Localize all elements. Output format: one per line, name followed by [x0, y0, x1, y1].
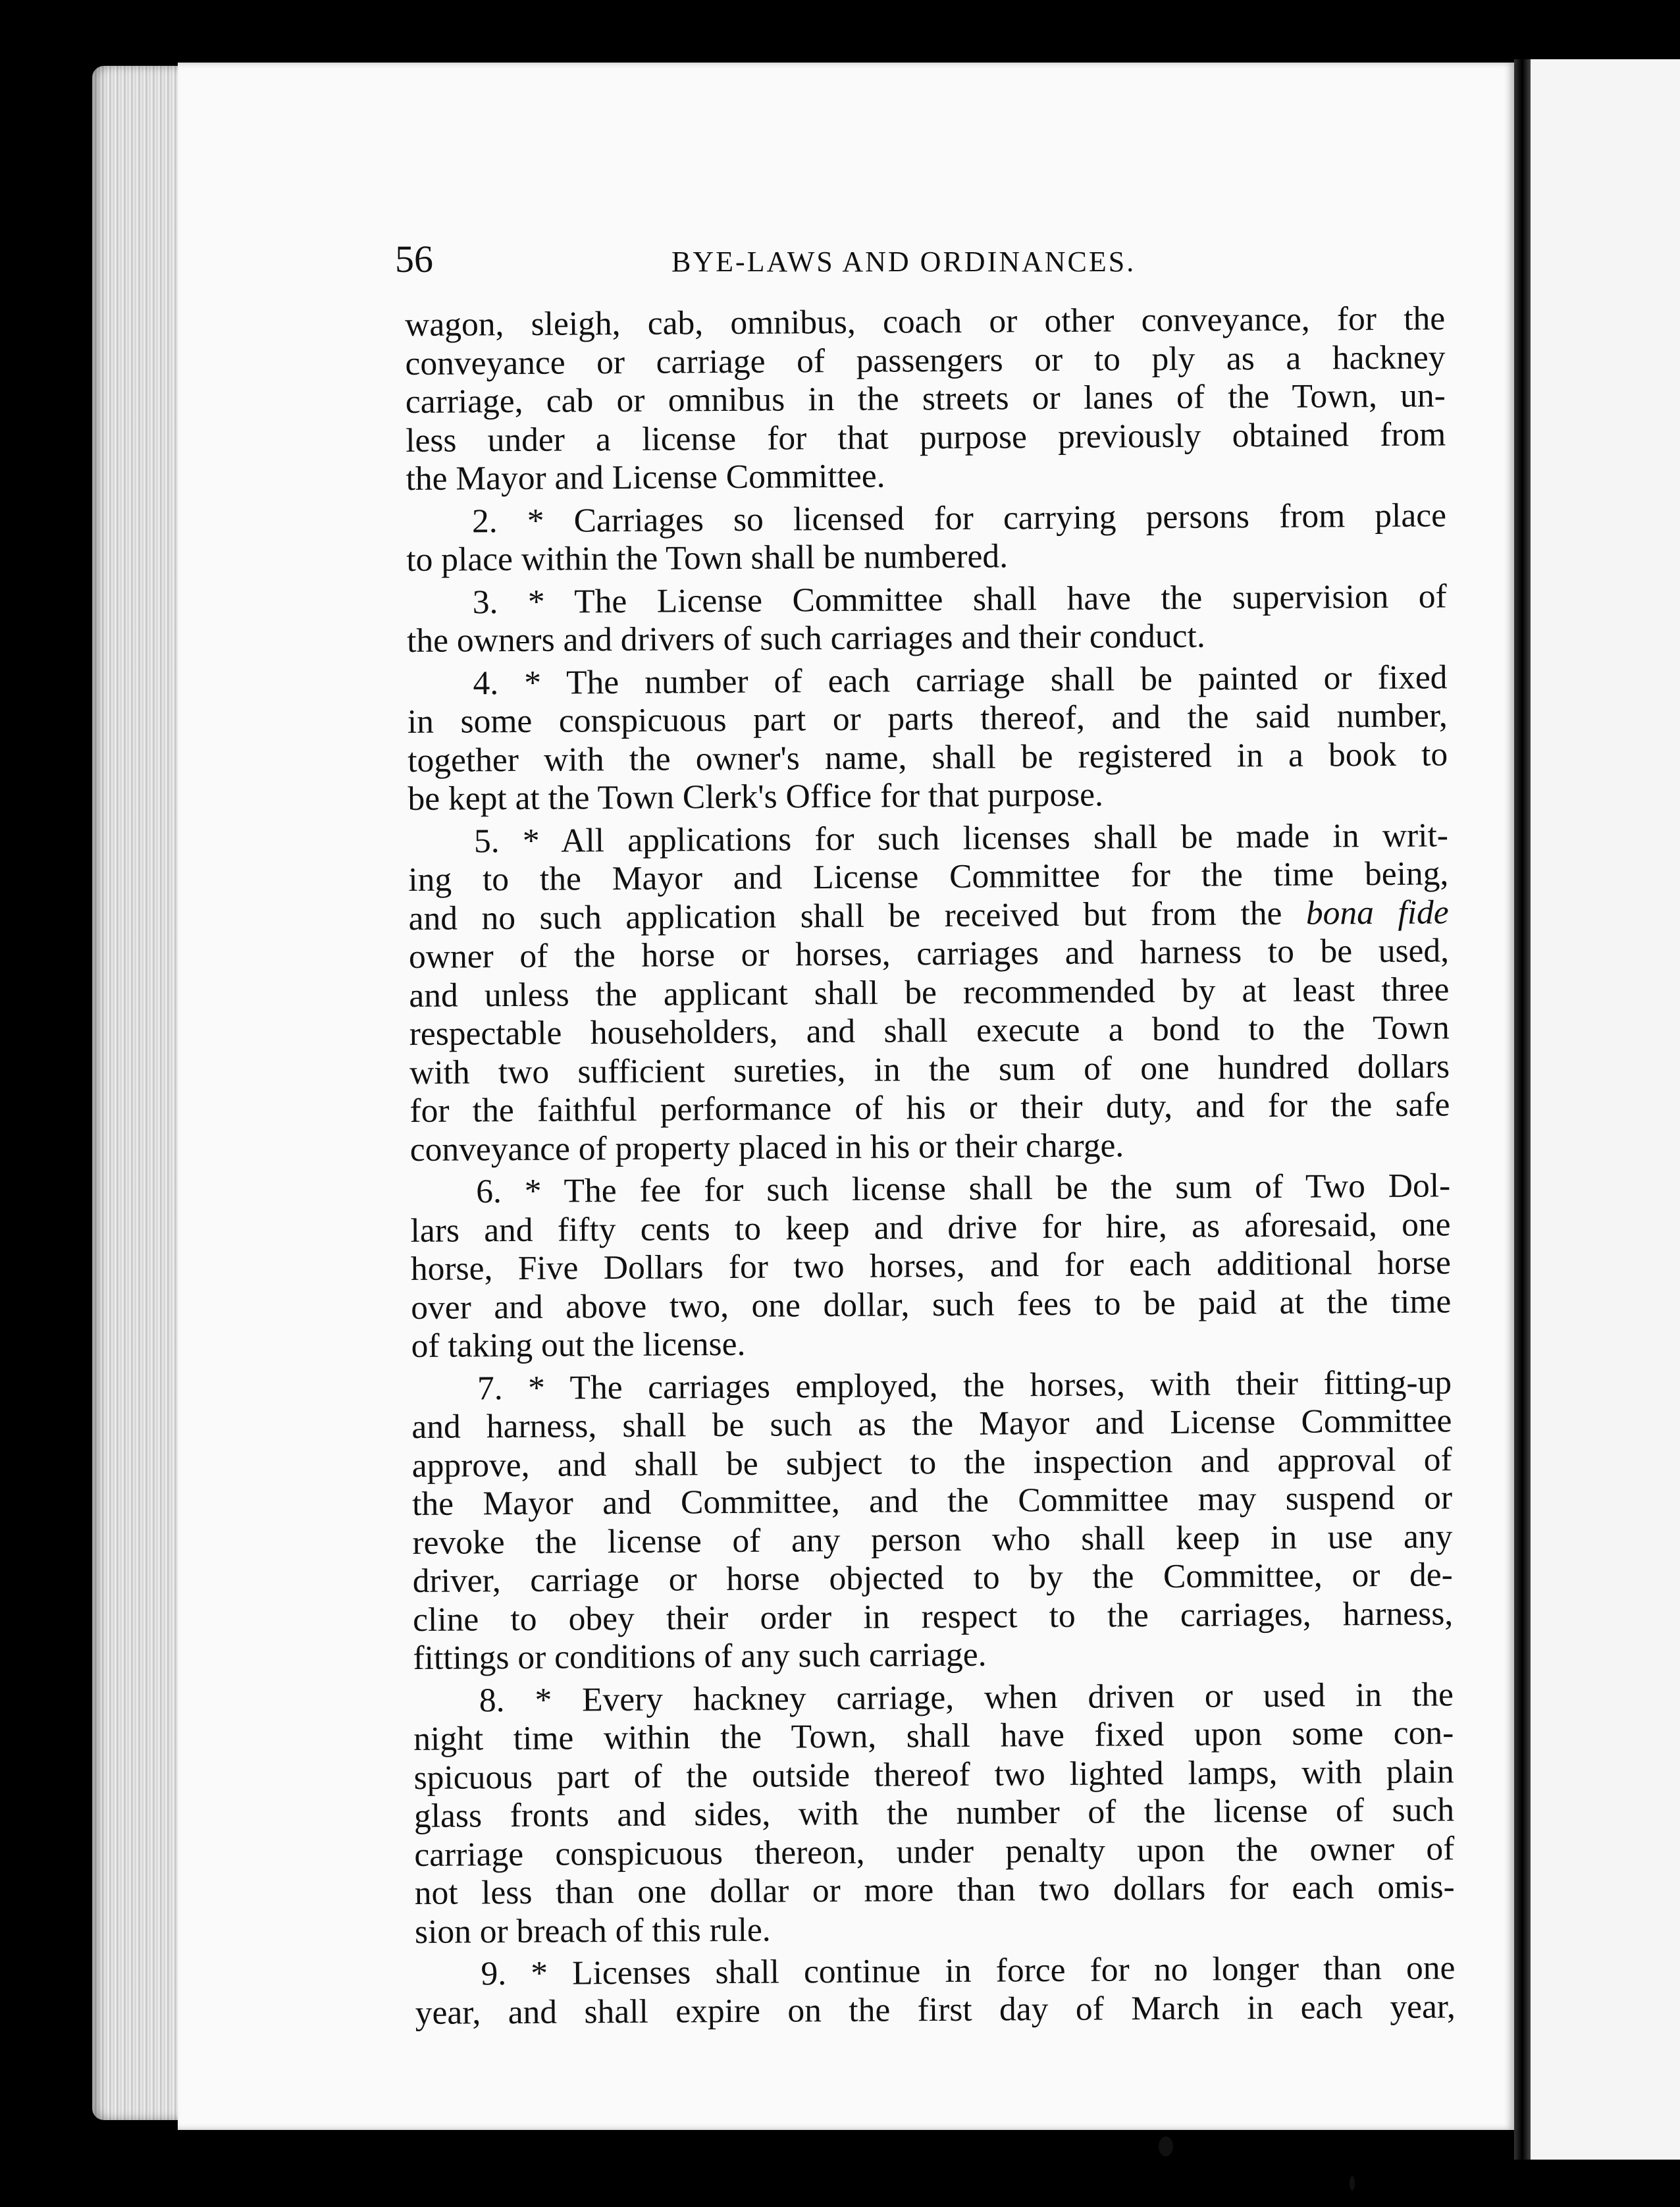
text-line: conveyance or carriage of passengers or to ply as a hackney: [405, 338, 1446, 383]
text-line: the Mayor and License Committee.: [406, 457, 885, 498]
page-header: [395, 237, 1435, 290]
paragraph: [411, 1364, 1454, 1678]
text-line: the owners and drivers of such carriages and their conduct.: [406, 617, 1205, 660]
text-line: not less than one dollar or more than two dollars for each omis-: [414, 1868, 1455, 1912]
text-line: and unless the applicant shall be recommended by at least three: [409, 970, 1450, 1015]
text-line: glass fronts and sides, with the number of the license of such: [413, 1791, 1455, 1835]
text-line: conveyance of property placed in his or their charge.: [409, 1126, 1124, 1169]
text-line: 3. * The License Committee shall have the supervision of: [472, 577, 1447, 621]
facing-page-edge: [1531, 59, 1680, 2160]
text-line: 2. * Carriages so licensed for carrying persons from place: [471, 496, 1447, 540]
paragraph: [415, 1949, 1456, 2033]
text-line: horse, Five Dollars for two horses, and for each additional horse: [410, 1244, 1452, 1288]
text-line: in some conspicuous part or parts thereof, and the said number,: [407, 697, 1448, 741]
text-line: the Mayor and Committee, and the Committee may suspend or: [411, 1479, 1453, 1523]
text-line: wagon, sleigh, cab, omnibus, coach or other conveyance, for the: [405, 300, 1446, 344]
paragraph: [407, 577, 1448, 661]
text-line: owner of the horse or horses, carriages and harness to be used,: [408, 932, 1450, 976]
text-fragment: and no such application shall be received but from the: [408, 894, 1282, 938]
text-line: cline to obey their order in respect to the carriages, harness,: [413, 1594, 1454, 1639]
text-line: night time within the Town, shall have fixed upon some con-: [413, 1714, 1454, 1758]
text-line: lars and fifty cents to keep and drive for hire, as aforesaid, one: [410, 1205, 1451, 1250]
text-line: 4. * The number of each carriage shall be painted or fixed: [473, 658, 1448, 702]
paragraph: [408, 816, 1450, 1169]
page-number: 56: [395, 238, 433, 280]
scan-speck: [1159, 2137, 1173, 2156]
text-line: 8. * Every hackney carriage, when driven or used in the: [479, 1675, 1454, 1719]
paragraph: [410, 1167, 1452, 1366]
text-line: to place within the Town shall be numbered.: [406, 537, 1009, 579]
text-line: driver, carriage or horse objected to by the Committee, or de-: [412, 1556, 1453, 1600]
text-line: year, and shall expire on the first day of March in each year,: [415, 1987, 1456, 2032]
paragraph: [407, 658, 1448, 819]
text-line: with two sufficient sureties, in the sum of one hundred dollars: [409, 1047, 1450, 1092]
text-line: be kept at the Town Clerk's Office for that purpose.: [407, 776, 1104, 818]
book-page-edges: [92, 66, 191, 2120]
text-line: less under a license for that purpose previously obtained from: [406, 415, 1446, 460]
body-text: [405, 300, 1456, 2033]
text-line: together with the owner's name, shall be registered in a book to: [407, 735, 1448, 780]
text-line: carriage, cab or omnibus in the streets or lanes of the Town, un-: [405, 377, 1446, 421]
running-head: BYE-LAWS AND ORDINANCES.: [671, 246, 1136, 278]
text-line: for the faithful performance of his or their duty, and for the safe: [409, 1086, 1450, 1130]
text-line: ing to the Mayor and License Committee for the time being,: [408, 855, 1449, 899]
text-line: revoke the license of any person who shall keep in use any: [412, 1517, 1453, 1562]
text-line: over and above two, one dollar, such fees to be paid at the time: [411, 1282, 1452, 1327]
text-line-with-italic: [409, 893, 1449, 938]
text-line: 6. * The fee for such license shall be the sum of Two Dol-: [476, 1167, 1451, 1211]
text-line: carriage conspicuous thereon, under penalty upon the owner of: [414, 1829, 1455, 1874]
text-line: 7. * The carriages employed, the horses, with their fitting-up: [477, 1363, 1452, 1407]
text-line: and harness, shall be such as the Mayor and License Committee: [411, 1402, 1452, 1446]
text-line: 9. * Licenses shall continue in force for no longer than one: [481, 1949, 1456, 1993]
text-line: approve, and shall be subject to the inspection and approval of: [411, 1440, 1452, 1485]
paragraph: [406, 496, 1447, 580]
text-line: sion or breach of this rule.: [414, 1911, 771, 1951]
paragraph: [413, 1676, 1455, 1952]
text-line: spicuous part of the outside thereof two lighted lamps, with plain: [413, 1752, 1454, 1797]
text-line: of taking out the license.: [411, 1325, 746, 1365]
italic-phrase: bona fide: [1305, 893, 1449, 932]
text-line: respectable householders, and shall execute a bond to the Town: [409, 1009, 1450, 1053]
text-line: 5. * All applications for such licenses shall be made in writ-: [473, 816, 1449, 860]
book-gutter: [1514, 59, 1531, 2160]
text-line: fittings or conditions of any such carriage.: [413, 1635, 987, 1677]
paragraph: [405, 300, 1446, 498]
scan-speck: [1350, 2176, 1355, 2191]
